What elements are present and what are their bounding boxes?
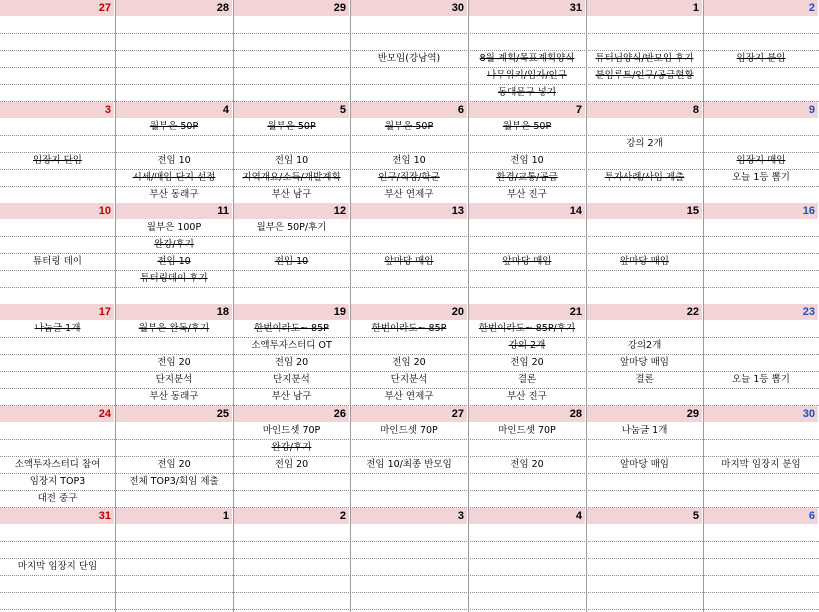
task-cell[interactable]: [0, 170, 115, 187]
task-cell[interactable]: 전체 TOP3/회임 제출: [129, 476, 219, 487]
task-cell[interactable]: [350, 271, 468, 288]
task-cell[interactable]: [586, 271, 703, 288]
date-header: 5: [586, 508, 703, 524]
task-cell[interactable]: [233, 51, 350, 68]
task-cell[interactable]: [468, 491, 586, 508]
task-cell[interactable]: [0, 68, 115, 85]
date-header: 9: [703, 102, 819, 118]
column-divider: [350, 0, 351, 612]
date-header: 5: [233, 102, 350, 118]
task-cell[interactable]: 월부은 50P: [502, 121, 552, 132]
task-cell[interactable]: [0, 220, 115, 237]
task-cell[interactable]: [468, 288, 586, 305]
task-cell[interactable]: [115, 136, 233, 153]
task-cell[interactable]: 앞마당 매임: [620, 459, 669, 470]
task-cell[interactable]: [586, 34, 703, 51]
task-cell[interactable]: [233, 271, 350, 288]
date-header: 2: [703, 0, 819, 16]
task-cell[interactable]: 튜터링데이 후기: [140, 273, 208, 284]
task-cell[interactable]: [0, 576, 115, 593]
column-divider: [586, 0, 587, 612]
task-cell[interactable]: [0, 85, 115, 102]
task-cell[interactable]: [350, 525, 468, 542]
task-cell[interactable]: [586, 559, 703, 576]
task-cell[interactable]: [468, 542, 586, 559]
task-cell[interactable]: [233, 17, 350, 34]
task-cell[interactable]: [115, 34, 233, 51]
task-cell[interactable]: 부산 진구: [507, 189, 547, 200]
date-header: 27: [350, 406, 468, 422]
task-cell[interactable]: [0, 423, 115, 440]
task-cell[interactable]: [350, 542, 468, 559]
date-header: 1: [115, 508, 233, 524]
date-header: 3: [0, 102, 115, 118]
date-header: 20: [350, 304, 468, 320]
task-cell[interactable]: 전임 10: [157, 155, 191, 166]
task-cell[interactable]: 임장지 분임: [736, 53, 786, 64]
task-cell[interactable]: [703, 17, 819, 34]
date-header: 3: [350, 508, 468, 524]
date-header: 24: [0, 406, 115, 422]
task-cell[interactable]: 완강/후기: [154, 239, 194, 250]
task-cell[interactable]: [0, 288, 115, 305]
task-cell[interactable]: [115, 288, 233, 305]
column-divider: [115, 0, 116, 612]
date-header: 28: [468, 406, 586, 422]
task-cell[interactable]: [0, 51, 115, 68]
task-cell[interactable]: [0, 593, 115, 610]
date-header: 4: [468, 508, 586, 524]
task-cell[interactable]: 전임 10/최종 반모임: [366, 459, 452, 470]
date-header: 29: [586, 406, 703, 422]
task-cell[interactable]: 부산 남구: [271, 391, 312, 402]
task-cell[interactable]: 전임 20: [157, 459, 191, 470]
task-cell[interactable]: 분임루트/인구/공급현황: [595, 70, 694, 81]
task-cell[interactable]: 부산 연제구: [384, 189, 434, 200]
task-cell[interactable]: 강의 2개: [508, 340, 546, 351]
task-cell[interactable]: [0, 355, 115, 372]
task-cell[interactable]: [350, 17, 468, 34]
task-cell[interactable]: [115, 525, 233, 542]
task-cell[interactable]: [233, 542, 350, 559]
task-cell[interactable]: 동대문구 넣기: [497, 87, 557, 98]
task-cell[interactable]: [0, 237, 115, 254]
task-cell[interactable]: 단지분석: [390, 374, 428, 385]
task-cell[interactable]: [468, 593, 586, 610]
task-cell[interactable]: [703, 271, 819, 288]
task-cell[interactable]: 전임 10: [274, 256, 309, 267]
date-header: 13: [350, 203, 468, 219]
task-cell[interactable]: [233, 593, 350, 610]
task-cell[interactable]: 부산 동래구: [149, 189, 199, 200]
date-header: 2: [233, 508, 350, 524]
task-cell[interactable]: 월부은 100P: [146, 222, 202, 233]
task-cell[interactable]: [0, 271, 115, 288]
task-cell[interactable]: [115, 51, 233, 68]
task-cell[interactable]: 부산 남구: [271, 189, 312, 200]
task-cell[interactable]: [0, 372, 115, 389]
task-cell[interactable]: 전임 10: [392, 155, 426, 166]
task-cell[interactable]: [586, 593, 703, 610]
task-cell[interactable]: [703, 491, 819, 508]
task-cell[interactable]: [468, 525, 586, 542]
task-cell[interactable]: 결론: [517, 374, 537, 385]
task-cell[interactable]: [703, 119, 819, 136]
task-cell[interactable]: [115, 559, 233, 576]
task-cell[interactable]: [703, 593, 819, 610]
task-cell[interactable]: 나눔글 1개: [34, 323, 81, 334]
date-header: 11: [115, 203, 233, 219]
date-header: 18: [115, 304, 233, 320]
task-cell[interactable]: [703, 85, 819, 102]
task-cell[interactable]: 튜터님양식/반모임 후기: [595, 53, 694, 64]
task-cell[interactable]: [233, 288, 350, 305]
date-header: 6: [703, 508, 819, 524]
task-cell[interactable]: 단지분석: [155, 374, 193, 385]
date-header: 15: [586, 203, 703, 219]
task-cell[interactable]: [468, 220, 586, 237]
task-cell[interactable]: 튜터링 데이: [33, 256, 82, 267]
task-cell[interactable]: 인구/직장/학군: [378, 172, 440, 183]
task-cell[interactable]: [703, 389, 819, 406]
task-cell[interactable]: 마인드셋 70P: [498, 425, 556, 436]
date-header: 26: [233, 406, 350, 422]
task-cell[interactable]: [233, 576, 350, 593]
task-cell[interactable]: [350, 576, 468, 593]
task-cell[interactable]: [115, 17, 233, 34]
task-cell[interactable]: [703, 440, 819, 457]
task-cell[interactable]: [703, 220, 819, 237]
task-cell[interactable]: [233, 136, 350, 153]
task-cell[interactable]: 반모임(강남역): [377, 53, 441, 64]
task-cell[interactable]: [586, 440, 703, 457]
date-header: 8: [586, 102, 703, 118]
task-cell[interactable]: 소액투자스터디 OT: [251, 340, 332, 351]
task-cell[interactable]: [115, 542, 233, 559]
task-cell[interactable]: [233, 68, 350, 85]
task-cell[interactable]: [586, 321, 703, 338]
date-header: 4: [115, 102, 233, 118]
task-cell[interactable]: 앞마당 매임: [620, 256, 669, 267]
date-header: 31: [0, 508, 115, 524]
task-cell[interactable]: [115, 491, 233, 508]
task-cell[interactable]: 임장지 단임: [33, 155, 82, 166]
task-cell[interactable]: [703, 237, 819, 254]
task-cell[interactable]: [0, 525, 115, 542]
task-cell[interactable]: [468, 237, 586, 254]
task-cell[interactable]: [115, 423, 233, 440]
date-header: 12: [233, 203, 350, 219]
date-header: 30: [350, 0, 468, 16]
task-cell[interactable]: 환경/교통/공급: [496, 172, 558, 183]
task-cell[interactable]: 마인드셋 70P: [380, 425, 438, 436]
date-header: 21: [468, 304, 586, 320]
date-header: 30: [703, 406, 819, 422]
task-cell[interactable]: 나눔글 1개: [621, 425, 668, 436]
task-cell[interactable]: 전임 20: [274, 357, 309, 368]
task-cell[interactable]: [115, 576, 233, 593]
task-cell[interactable]: 전임 10: [274, 155, 309, 166]
task-cell[interactable]: [586, 153, 703, 170]
date-header: 27: [0, 0, 115, 16]
task-cell[interactable]: [115, 85, 233, 102]
task-cell[interactable]: 부산 진구: [507, 391, 547, 402]
task-cell[interactable]: [350, 338, 468, 355]
task-cell[interactable]: [586, 525, 703, 542]
task-cell[interactable]: 한번이라도~ 85P/후기: [478, 323, 576, 334]
task-cell[interactable]: [0, 17, 115, 34]
task-cell[interactable]: [350, 491, 468, 508]
task-cell[interactable]: 완강/후기: [271, 442, 312, 453]
task-cell[interactable]: [0, 338, 115, 355]
task-cell[interactable]: [0, 119, 115, 136]
task-cell[interactable]: [586, 288, 703, 305]
column-divider: [703, 0, 704, 612]
task-cell[interactable]: [703, 474, 819, 491]
task-cell[interactable]: [703, 423, 819, 440]
task-cell[interactable]: 한번이라도~ 85P: [371, 323, 447, 334]
column-divider: [233, 0, 234, 612]
task-cell[interactable]: 전임 10: [510, 155, 544, 166]
task-cell[interactable]: [350, 237, 468, 254]
date-header: 25: [115, 406, 233, 422]
task-cell[interactable]: [703, 288, 819, 305]
task-cell[interactable]: [586, 389, 703, 406]
task-cell[interactable]: [586, 17, 703, 34]
task-cell[interactable]: 전임 20: [274, 459, 309, 470]
task-cell[interactable]: 부산 동래구: [149, 391, 199, 402]
task-cell[interactable]: 전임 20: [157, 357, 191, 368]
task-cell[interactable]: [703, 187, 819, 204]
task-cell[interactable]: [703, 542, 819, 559]
task-cell[interactable]: 전임 10: [157, 256, 191, 267]
task-cell[interactable]: 강의 2개: [626, 138, 663, 149]
date-header: 16: [703, 203, 819, 219]
task-cell[interactable]: [0, 136, 115, 153]
task-cell[interactable]: 월부은 50P: [267, 121, 316, 132]
date-header: 29: [233, 0, 350, 16]
task-cell[interactable]: 앞마당 매임: [620, 357, 669, 368]
date-header: 7: [468, 102, 586, 118]
date-header: 23: [703, 304, 819, 320]
task-cell[interactable]: [703, 68, 819, 85]
task-cell[interactable]: [468, 559, 586, 576]
task-cell[interactable]: [350, 440, 468, 457]
task-cell[interactable]: 전임 20: [510, 459, 544, 470]
task-cell[interactable]: 월부은 50P/후기: [256, 222, 327, 233]
task-cell[interactable]: 전임 20: [510, 357, 544, 368]
task-cell[interactable]: [703, 254, 819, 271]
task-cell[interactable]: [350, 68, 468, 85]
task-cell[interactable]: [586, 119, 703, 136]
task-cell[interactable]: [468, 474, 586, 491]
task-cell[interactable]: [468, 271, 586, 288]
task-cell[interactable]: [350, 220, 468, 237]
task-cell[interactable]: [586, 474, 703, 491]
task-cell[interactable]: 부산 연제구: [384, 391, 434, 402]
task-cell[interactable]: 대전 중구: [37, 493, 78, 504]
task-cell[interactable]: [0, 542, 115, 559]
task-cell[interactable]: 앞마당 매임: [502, 256, 552, 267]
task-cell[interactable]: [350, 559, 468, 576]
task-cell[interactable]: [0, 440, 115, 457]
task-cell[interactable]: 앞마당 매임: [384, 256, 434, 267]
task-cell[interactable]: [468, 440, 586, 457]
task-cell[interactable]: 투자사례/사임 제출: [604, 172, 685, 183]
date-header: 14: [468, 203, 586, 219]
task-cell[interactable]: [115, 338, 233, 355]
task-cell[interactable]: [703, 136, 819, 153]
task-cell[interactable]: [233, 237, 350, 254]
task-cell[interactable]: [586, 187, 703, 204]
task-cell[interactable]: [233, 34, 350, 51]
task-cell[interactable]: [468, 136, 586, 153]
task-cell[interactable]: 소액투자스터디 참여: [14, 459, 101, 470]
task-cell[interactable]: [115, 440, 233, 457]
task-cell[interactable]: 마지막 임장지 단임: [17, 561, 98, 572]
task-cell[interactable]: 임장지 매임: [736, 155, 786, 166]
date-header: 19: [233, 304, 350, 320]
task-cell[interactable]: [586, 542, 703, 559]
task-cell[interactable]: [350, 85, 468, 102]
task-cell[interactable]: 8월 계획/목표계획양식: [479, 53, 575, 64]
task-cell[interactable]: [703, 559, 819, 576]
task-cell[interactable]: [350, 474, 468, 491]
task-cell[interactable]: [350, 136, 468, 153]
task-cell[interactable]: [233, 474, 350, 491]
task-cell[interactable]: [703, 576, 819, 593]
task-cell[interactable]: 임장지 TOP3: [29, 476, 86, 487]
task-cell[interactable]: [115, 68, 233, 85]
task-cell[interactable]: 월부은 완독/후기: [138, 323, 210, 334]
task-cell[interactable]: 전임 20: [392, 357, 426, 368]
date-header: 17: [0, 304, 115, 320]
date-header: 31: [468, 0, 586, 16]
date-header: 1: [586, 0, 703, 16]
task-cell[interactable]: [233, 491, 350, 508]
date-header: 28: [115, 0, 233, 16]
column-divider: [468, 0, 469, 612]
task-cell[interactable]: [586, 576, 703, 593]
task-cell[interactable]: [350, 288, 468, 305]
task-cell[interactable]: [586, 85, 703, 102]
task-cell[interactable]: 시세/매임 단지 선정: [132, 172, 216, 183]
task-cell[interactable]: [586, 237, 703, 254]
task-cell[interactable]: [115, 593, 233, 610]
task-cell[interactable]: [703, 321, 819, 338]
row-divider: [0, 609, 819, 610]
task-cell[interactable]: [350, 593, 468, 610]
task-cell[interactable]: [233, 85, 350, 102]
task-cell[interactable]: [233, 559, 350, 576]
task-cell[interactable]: 마지막 임장지 분임: [721, 459, 801, 470]
task-cell[interactable]: [703, 355, 819, 372]
date-header: 10: [0, 203, 115, 219]
task-cell[interactable]: 지역개요/소득/개발계획: [242, 172, 341, 183]
task-cell[interactable]: [468, 34, 586, 51]
task-cell[interactable]: 오늘 1등 뽑기: [732, 172, 790, 183]
task-cell[interactable]: 강의2개: [627, 340, 662, 351]
task-cell[interactable]: [233, 525, 350, 542]
task-cell[interactable]: [703, 525, 819, 542]
task-cell[interactable]: 월부은 50P: [149, 121, 199, 132]
task-cell[interactable]: [468, 17, 586, 34]
date-header: 22: [586, 304, 703, 320]
task-cell[interactable]: 마인드셋 70P: [262, 425, 321, 436]
task-cell[interactable]: [586, 220, 703, 237]
task-cell[interactable]: [703, 34, 819, 51]
task-cell[interactable]: 월부은 50P: [384, 121, 434, 132]
task-cell[interactable]: 한번이라도~ 85P: [254, 323, 329, 334]
task-cell[interactable]: [0, 187, 115, 204]
task-cell[interactable]: 오늘 1등 뽑기: [732, 374, 790, 385]
task-cell[interactable]: [703, 338, 819, 355]
task-cell[interactable]: 단지분석: [273, 374, 310, 385]
task-cell[interactable]: [586, 491, 703, 508]
task-cell[interactable]: 결론: [635, 374, 654, 385]
task-cell[interactable]: 나무위키/임자/인구: [487, 70, 567, 81]
date-header: 6: [350, 102, 468, 118]
task-cell[interactable]: [0, 34, 115, 51]
task-cell[interactable]: [468, 576, 586, 593]
task-cell[interactable]: [350, 34, 468, 51]
task-cell[interactable]: [0, 389, 115, 406]
